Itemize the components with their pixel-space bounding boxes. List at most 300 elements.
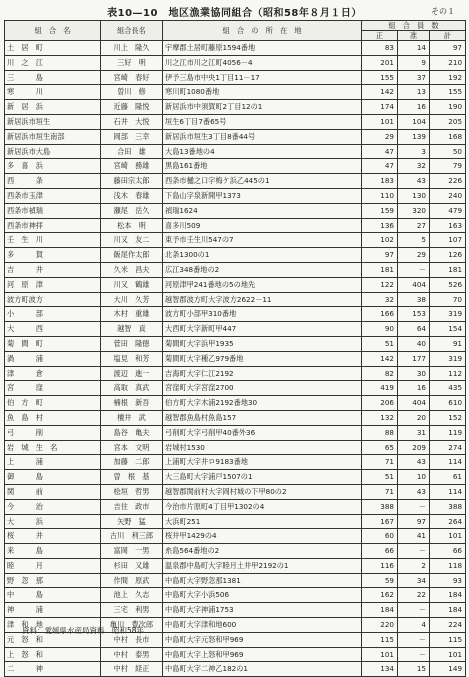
address-cell: 中島町大字神浦1753 <box>163 603 362 618</box>
associate-cell: 22 <box>398 588 430 603</box>
associate-cell: 27 <box>398 218 430 233</box>
head-cell: 川上 隆久 <box>101 41 163 56</box>
table-row <box>5 41 466 56</box>
table-row <box>5 55 466 70</box>
total-cell: 126 <box>430 248 466 263</box>
association-cell: 大 西 <box>5 322 101 337</box>
association-cell: 西条市神拝 <box>5 218 101 233</box>
associate-cell: 37 <box>398 70 430 85</box>
address-cell: 中島町大字元怒和甲969 <box>163 632 362 647</box>
total-cell: 190 <box>430 100 466 115</box>
total-cell: 118 <box>430 558 466 573</box>
table-row <box>5 262 466 277</box>
total-cell: 526 <box>430 277 466 292</box>
address-cell: 伯方町大字木浦2192番地30 <box>163 396 362 411</box>
regular-cell: 122 <box>362 277 398 292</box>
regular-cell: 388 <box>362 499 398 514</box>
table-row <box>5 218 466 233</box>
total-cell: 168 <box>430 129 466 144</box>
address-cell: 桜井甲1429の4 <box>163 529 362 544</box>
total-cell: 101 <box>430 647 466 662</box>
address-cell: 伊予三島市中央1丁目11－17 <box>163 70 362 85</box>
total-cell: 66 <box>430 544 466 559</box>
address-cell: 越智郡関前村大字岡村城の下甲80の2 <box>163 484 362 499</box>
associate-cell: 38 <box>398 292 430 307</box>
association-cell: 渦 浦 <box>5 351 101 366</box>
table-row <box>5 307 466 322</box>
total-cell: 435 <box>430 381 466 396</box>
address-cell: 中島町大字小浜506 <box>163 588 362 603</box>
address-cell: 温泉郡中島町大字睦月土井甲2192の1 <box>163 558 362 573</box>
associate-cell: 16 <box>398 381 430 396</box>
head-cell: 木村 重雄 <box>101 307 163 322</box>
association-cell: 壬 生 川 <box>5 233 101 248</box>
table-row <box>5 366 466 381</box>
address-cell: 岩城村1530 <box>163 440 362 455</box>
head-cell: 越智 貢 <box>101 322 163 337</box>
head-cell: 曽川 修 <box>101 85 163 100</box>
table-row <box>5 174 466 189</box>
table-title: 表10—10 地区漁業協同組合（昭和58年８月１日） <box>107 8 362 19</box>
association-cell: 小 部 <box>5 307 101 322</box>
address-cell: 上浦町大字井ロ9183番地 <box>163 455 362 470</box>
table-row <box>5 114 466 129</box>
associate-cell: 30 <box>398 366 430 381</box>
association-cell: 河 原 津 <box>5 277 101 292</box>
associate-cell: 31 <box>398 425 430 440</box>
table-row <box>5 85 466 100</box>
total-cell: 79 <box>430 159 466 174</box>
total-cell: 93 <box>430 573 466 588</box>
address-cell: 大三島町大字浦戸1507の1 <box>163 470 362 485</box>
association-cell: 西条市玉津 <box>5 188 101 203</box>
table-row <box>5 396 466 411</box>
table-row <box>5 203 466 218</box>
regular-cell: 116 <box>362 558 398 573</box>
regular-cell: 184 <box>362 603 398 618</box>
regular-cell: 71 <box>362 484 398 499</box>
association-cell: 伯 方 町 <box>5 396 101 411</box>
total-cell: 70 <box>430 292 466 307</box>
table-row <box>5 336 466 351</box>
total-cell: 50 <box>430 144 466 159</box>
total-cell: 91 <box>430 336 466 351</box>
associate-cell: 320 <box>398 203 430 218</box>
header-association: 組 合 名 <box>5 21 101 41</box>
address-cell: 弓削町大字弓削甲40番外36 <box>163 425 362 440</box>
regular-cell: 97 <box>362 248 398 263</box>
total-cell: 224 <box>430 618 466 633</box>
associate-cell: 20 <box>398 410 430 425</box>
address-cell: 中島町大字津和地600 <box>163 618 362 633</box>
association-cell: 津 和 地 <box>5 618 101 633</box>
regular-cell: 142 <box>362 351 398 366</box>
head-cell: 三宅 利男 <box>101 603 163 618</box>
associate-cell: 404 <box>398 277 430 292</box>
regular-cell: 32 <box>362 292 398 307</box>
head-cell: 島谷 亀夫 <box>101 425 163 440</box>
total-cell: 610 <box>430 396 466 411</box>
association-cell: 魚 島 村 <box>5 410 101 425</box>
association-cell: 上 浦 <box>5 455 101 470</box>
total-cell: 184 <box>430 588 466 603</box>
head-cell: 石井 大悦 <box>101 114 163 129</box>
total-cell: 479 <box>430 203 466 218</box>
total-cell: 61 <box>430 470 466 485</box>
table-row <box>5 662 466 677</box>
association-cell: 新居浜市垣生南部 <box>5 129 101 144</box>
head-cell: 三好 明 <box>101 55 163 70</box>
associate-cell: 15 <box>398 662 430 677</box>
associate-cell: 130 <box>398 188 430 203</box>
table-row <box>5 470 466 485</box>
header-head: 組合長名 <box>101 21 163 41</box>
total-cell: 388 <box>430 499 466 514</box>
associate-cell: 29 <box>398 248 430 263</box>
head-cell: 古川 利三郎 <box>101 529 163 544</box>
head-cell: 久米 昌夫 <box>101 262 163 277</box>
association-cell: 上 怒 和 <box>5 647 101 662</box>
association-cell: 宮 窪 <box>5 381 101 396</box>
total-cell: 119 <box>430 425 466 440</box>
table-row <box>5 647 466 662</box>
source-note: 資料：愛媛県水産局資料 昭和58年 <box>22 626 145 635</box>
head-cell: 桧垣 哲男 <box>101 484 163 499</box>
table-row <box>5 100 466 115</box>
association-cell: 多 喜 浜 <box>5 159 101 174</box>
address-cell: 黒島161番地 <box>163 159 362 174</box>
total-cell: 149 <box>430 662 466 677</box>
associate-cell: 10 <box>398 470 430 485</box>
table-row <box>5 351 466 366</box>
head-cell: 宮崎 春好 <box>101 70 163 85</box>
regular-cell: 167 <box>362 514 398 529</box>
head-cell: 近藤 隆悦 <box>101 100 163 115</box>
address-cell: 中島町大字二神乙182の1 <box>163 662 362 677</box>
head-cell: 中村 経正 <box>101 662 163 677</box>
associate-cell: 3 <box>398 144 430 159</box>
associate-cell: － <box>398 632 430 647</box>
associate-cell: 177 <box>398 351 430 366</box>
association-cell: 菊 間 町 <box>5 336 101 351</box>
total-cell: 101 <box>430 529 466 544</box>
regular-cell: 90 <box>362 322 398 337</box>
association-cell: 三 島 <box>5 70 101 85</box>
association-cell: 御 島 <box>5 470 101 485</box>
regular-cell: 220 <box>362 618 398 633</box>
total-cell: 115 <box>430 632 466 647</box>
table-row <box>5 410 466 425</box>
regular-cell: 47 <box>362 144 398 159</box>
table-row <box>5 499 466 514</box>
head-cell: 岡部 三幸 <box>101 129 163 144</box>
regular-cell: 59 <box>362 573 398 588</box>
associate-cell: 2 <box>398 558 430 573</box>
table-body <box>5 41 466 677</box>
regular-cell: 51 <box>362 470 398 485</box>
address-cell: 吉海町大字仁江2192 <box>163 366 362 381</box>
table-row <box>5 322 466 337</box>
table-row <box>5 440 466 455</box>
address-cell: 大浜町251 <box>163 514 362 529</box>
regular-cell: 88 <box>362 425 398 440</box>
associate-cell: 97 <box>398 514 430 529</box>
table-row <box>5 558 466 573</box>
head-cell: 吉住 政市 <box>101 499 163 514</box>
associate-cell: 43 <box>398 484 430 499</box>
head-cell: 亀川 豊次郎 <box>101 618 163 633</box>
total-cell: 240 <box>430 188 466 203</box>
table-row <box>5 188 466 203</box>
association-cell: 関 前 <box>5 484 101 499</box>
total-cell: 210 <box>430 55 466 70</box>
regular-cell: 101 <box>362 114 398 129</box>
total-cell: 319 <box>430 351 466 366</box>
address-cell: 広江348番地の2 <box>163 262 362 277</box>
head-cell: 宮崎 務雄 <box>101 159 163 174</box>
associate-cell: － <box>398 603 430 618</box>
total-cell: 274 <box>430 440 466 455</box>
address-cell: 中島町大字上怒和甲969 <box>163 647 362 662</box>
associate-cell: 34 <box>398 573 430 588</box>
associate-cell: 32 <box>398 159 430 174</box>
address-cell: 東予市壬生川547の7 <box>163 233 362 248</box>
address-cell: 喜多川509 <box>163 218 362 233</box>
address-cell: 河原津甲241番地の5の地先 <box>163 277 362 292</box>
associate-cell: 14 <box>398 41 430 56</box>
regular-cell: 155 <box>362 70 398 85</box>
regular-cell: 206 <box>362 396 398 411</box>
total-cell: 226 <box>430 174 466 189</box>
association-cell: 西条市禎瑞 <box>5 203 101 218</box>
regular-cell: 47 <box>362 159 398 174</box>
head-cell: 川又 鶴雄 <box>101 277 163 292</box>
association-cell: 来 島 <box>5 544 101 559</box>
address-cell: 中島町大字野忽那1381 <box>163 573 362 588</box>
association-cell: 川 之 江 <box>5 55 101 70</box>
header-regular: 正 <box>362 31 398 41</box>
cooperatives-table <box>4 20 466 677</box>
header-associate: 准 <box>398 31 430 41</box>
head-cell: 合田 雄 <box>101 144 163 159</box>
head-cell: 杉田 又雄 <box>101 558 163 573</box>
head-cell: 曽 根 基 <box>101 470 163 485</box>
table-row <box>5 248 466 263</box>
regular-cell: 174 <box>362 100 398 115</box>
table-row <box>5 484 466 499</box>
association-cell: 新居浜市大島 <box>5 144 101 159</box>
table-row <box>5 455 466 470</box>
head-cell: 菅田 隆徳 <box>101 336 163 351</box>
regular-cell: 101 <box>362 647 398 662</box>
table-row <box>5 129 466 144</box>
associate-cell: 4 <box>398 618 430 633</box>
association-cell: 寒 川 <box>5 85 101 100</box>
regular-cell: 115 <box>362 632 398 647</box>
regular-cell: 110 <box>362 188 398 203</box>
address-cell: 今治市片原町4丁目甲1302の4 <box>163 499 362 514</box>
total-cell: 181 <box>430 262 466 277</box>
head-cell: 檀井 武 <box>101 410 163 425</box>
total-cell: 192 <box>430 70 466 85</box>
associate-cell: 5 <box>398 233 430 248</box>
associate-cell: 43 <box>398 174 430 189</box>
associate-cell: 16 <box>398 100 430 115</box>
total-cell: 155 <box>430 85 466 100</box>
head-cell: 飯尾作太郎 <box>101 248 163 263</box>
associate-cell: － <box>398 544 430 559</box>
association-cell: 西 条 <box>5 174 101 189</box>
header-total: 計 <box>430 31 466 41</box>
association-cell: 今 治 <box>5 499 101 514</box>
address-cell: 北条1300の1 <box>163 248 362 263</box>
association-cell: 二 神 <box>5 662 101 677</box>
association-cell: 新居浜市垣生 <box>5 114 101 129</box>
total-cell: 163 <box>430 218 466 233</box>
associate-cell: － <box>398 499 430 514</box>
association-cell: 神 浦 <box>5 603 101 618</box>
associate-cell: 64 <box>398 322 430 337</box>
regular-cell: 102 <box>362 233 398 248</box>
head-cell: 富岡 一男 <box>101 544 163 559</box>
table-row <box>5 603 466 618</box>
address-cell: 新居浜市垣生3丁目8番44号 <box>163 129 362 144</box>
regular-cell: 66 <box>362 544 398 559</box>
regular-cell: 60 <box>362 529 398 544</box>
regular-cell: 181 <box>362 262 398 277</box>
head-cell: 中村 長市 <box>101 632 163 647</box>
page-label: その１ <box>431 7 455 16</box>
associate-cell: 404 <box>398 396 430 411</box>
association-cell: 土 居 町 <box>5 41 101 56</box>
regular-cell: 201 <box>362 55 398 70</box>
table-row <box>5 573 466 588</box>
regular-cell: 82 <box>362 366 398 381</box>
address-cell: 宇摩郡土居町藤原1594番地 <box>163 41 362 56</box>
regular-cell: 51 <box>362 336 398 351</box>
head-cell: 大川 久芳 <box>101 292 163 307</box>
table-row <box>5 425 466 440</box>
table-row <box>5 544 466 559</box>
total-cell: 319 <box>430 307 466 322</box>
address-cell: 禎瑞1624 <box>163 203 362 218</box>
associate-cell: 40 <box>398 336 430 351</box>
regular-cell: 134 <box>362 662 398 677</box>
association-cell: 元 怒 和 <box>5 632 101 647</box>
total-cell: 112 <box>430 366 466 381</box>
table-row <box>5 159 466 174</box>
total-cell: 184 <box>430 603 466 618</box>
head-cell: 瀬尾 岳久 <box>101 203 163 218</box>
association-cell: 中 島 <box>5 588 101 603</box>
total-cell: 114 <box>430 484 466 499</box>
head-cell: 川又 友二 <box>101 233 163 248</box>
associate-cell: 9 <box>398 55 430 70</box>
table-row <box>5 277 466 292</box>
total-cell: 114 <box>430 455 466 470</box>
association-cell: 岩 城 生 名 <box>5 440 101 455</box>
total-cell: 97 <box>430 41 466 56</box>
total-cell: 205 <box>430 114 466 129</box>
head-cell: 塩見 和芳 <box>101 351 163 366</box>
associate-cell: 13 <box>398 85 430 100</box>
associate-cell: － <box>398 647 430 662</box>
address-cell: 寒川町1080番地 <box>163 85 362 100</box>
regular-cell: 83 <box>362 41 398 56</box>
head-cell: 渡辺 進一 <box>101 366 163 381</box>
table-row <box>5 381 466 396</box>
total-cell: 264 <box>430 514 466 529</box>
address-cell: 越智郡波方町大字波方2622－11 <box>163 292 362 307</box>
regular-cell: 162 <box>362 588 398 603</box>
regular-cell: 419 <box>362 381 398 396</box>
association-cell: 睦 月 <box>5 558 101 573</box>
total-cell: 154 <box>430 322 466 337</box>
head-cell: 藤田宗太郎 <box>101 174 163 189</box>
associate-cell: 153 <box>398 307 430 322</box>
head-cell: 矢野 猛 <box>101 514 163 529</box>
head-cell: 作間 原武 <box>101 573 163 588</box>
association-cell: 波方町波方 <box>5 292 101 307</box>
head-cell: 松本 明 <box>101 218 163 233</box>
associate-cell: 104 <box>398 114 430 129</box>
association-cell: 新 居 浜 <box>5 100 101 115</box>
address-cell: 新居浜市中須賀町2丁目12の1 <box>163 100 362 115</box>
associate-cell: 209 <box>398 440 430 455</box>
regular-cell: 132 <box>362 410 398 425</box>
regular-cell: 183 <box>362 174 398 189</box>
association-cell: 野 忽 那 <box>5 573 101 588</box>
associate-cell: 139 <box>398 129 430 144</box>
total-cell: 152 <box>430 410 466 425</box>
table-row <box>5 529 466 544</box>
association-cell: 桜 井 <box>5 529 101 544</box>
total-cell: 107 <box>430 233 466 248</box>
head-cell: 宮本 文明 <box>101 440 163 455</box>
associate-cell: 43 <box>398 455 430 470</box>
header-address: 組 合 の 所 在 地 <box>163 21 362 41</box>
regular-cell: 159 <box>362 203 398 218</box>
regular-cell: 71 <box>362 455 398 470</box>
regular-cell: 65 <box>362 440 398 455</box>
regular-cell: 166 <box>362 307 398 322</box>
regular-cell: 136 <box>362 218 398 233</box>
table-row <box>5 233 466 248</box>
association-cell: 津 倉 <box>5 366 101 381</box>
address-cell: 垣生6丁目7番65号 <box>163 114 362 129</box>
association-cell: 吉 井 <box>5 262 101 277</box>
table-row <box>5 588 466 603</box>
address-cell: 西条市樋之口字梅ケ浜乙445の1 <box>163 174 362 189</box>
address-cell: 川之江市川之江町4056－4 <box>163 55 362 70</box>
address-cell: 下島山字泉新開甲1373 <box>163 188 362 203</box>
address-cell: 宮窪町大字宮窪2700 <box>163 381 362 396</box>
head-cell: 高取 真武 <box>101 381 163 396</box>
table-row <box>5 144 466 159</box>
regular-cell: 142 <box>362 85 398 100</box>
association-cell: 弓 削 <box>5 425 101 440</box>
address-cell: 菊間町大字浜甲1935 <box>163 336 362 351</box>
address-cell: 大西町大字新町甲447 <box>163 322 362 337</box>
regular-cell: 29 <box>362 129 398 144</box>
address-cell: 糸島564番地の2 <box>163 544 362 559</box>
address-cell: 波方町小部甲310番地 <box>163 307 362 322</box>
association-cell: 多 賀 <box>5 248 101 263</box>
associate-cell: 41 <box>398 529 430 544</box>
head-cell: 加藤 二郎 <box>101 455 163 470</box>
head-cell: 池上 久志 <box>101 588 163 603</box>
table-row <box>5 70 466 85</box>
